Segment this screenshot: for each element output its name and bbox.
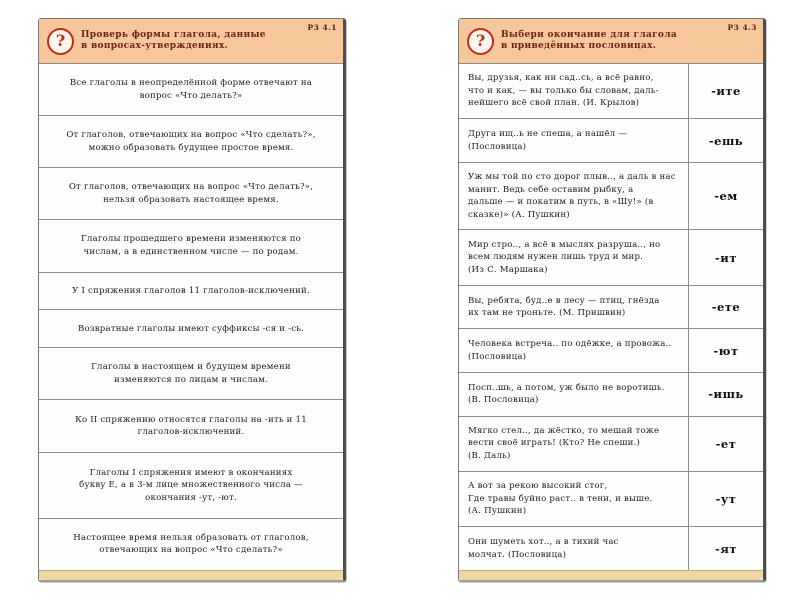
ending-answer: -ем <box>688 163 763 229</box>
statement-text <box>39 116 343 167</box>
card-title-line: в вопросах-утверждениях. <box>81 41 228 51</box>
table-row[interactable] <box>39 348 343 400</box>
statement-line: От глаголов, отвечающих на вопрос «Что сделать?», <box>66 130 316 141</box>
card-bottom-edge <box>39 570 343 580</box>
statement-line: (В. Пословица) <box>468 395 539 406</box>
statement-line: Уж мы той по сто дорог плыв.., а даль в нас <box>468 172 676 183</box>
ending-answer: -ут <box>688 472 763 526</box>
statement-text <box>39 168 343 219</box>
statement-line: всем людям нужен лишь труд и мир. <box>468 252 644 263</box>
statement-text <box>39 348 343 399</box>
card-title-line: Выбери окончание для глагола <box>501 30 678 40</box>
statement-line: Где травы буйно раст.. в тени, и выше. <box>468 493 653 504</box>
statement-line: что и как, — вы только бы словам, даль- <box>468 85 659 96</box>
table-row[interactable] <box>39 273 343 311</box>
table-row[interactable] <box>39 220 343 272</box>
card-left <box>38 18 346 582</box>
statement-text <box>459 163 688 229</box>
statement-line: Все глаголы в неопределённой форме отвечают на <box>69 78 313 89</box>
card-title-line: Проверь формы глагола, данные <box>81 30 266 40</box>
statement-text <box>459 329 688 372</box>
ending-answer: -ете <box>688 286 763 329</box>
card-title-line: в приведённых пословицах. <box>501 41 657 51</box>
statement-line: Вы, друзья, как ни сад..сь, а всё равно, <box>468 73 654 84</box>
statement-line: глаголов-исключений. <box>137 427 245 438</box>
card-rows <box>459 64 763 570</box>
ending-answer: -ишь <box>688 373 763 416</box>
statement-line: Друга ищ..ь не спеша, а нашёл — <box>468 129 628 140</box>
statement-text <box>459 230 688 284</box>
statement-line: (Из С. Маршака) <box>468 264 548 275</box>
statement-text <box>39 273 343 310</box>
statement-text <box>459 64 688 118</box>
statement-line: (Пословица) <box>468 141 527 152</box>
table-row[interactable] <box>459 230 763 285</box>
card-header <box>39 19 343 64</box>
statement-text <box>459 286 688 329</box>
table-row[interactable] <box>39 116 343 168</box>
table-row[interactable] <box>39 64 343 116</box>
ending-answer: -ят <box>688 527 763 570</box>
statement-line: можно образовать будущее простое время. <box>88 142 294 153</box>
statement-line: Ко II спряжению относятся глаголы на -ить и 11 <box>75 414 307 425</box>
statement-line: изменяются по лицам и числам. <box>114 374 268 385</box>
statement-text <box>459 527 688 570</box>
statement-text <box>39 64 343 115</box>
card-code: Р3 4.3 <box>727 23 757 32</box>
statement-line: (Пословица) <box>468 351 527 362</box>
card-title <box>501 30 707 52</box>
statement-line: Глаголы в настоящем и будущем времени <box>91 362 291 373</box>
statement-line: дальше — и покатим в путь, в «Шу!» (в <box>468 197 654 208</box>
statement-line: У I спряжения глаголов 11 глаголов-исключений. <box>72 285 310 296</box>
ending-answer: -ет <box>688 417 763 471</box>
table-row[interactable] <box>459 64 763 119</box>
ending-answer: -ит <box>688 230 763 284</box>
statement-line: Возвратные глаголы имеют суффиксы -ся и -сь. <box>77 323 305 334</box>
statement-line: Глаголы I спряжения имеют в окончаниях <box>89 467 293 478</box>
card-header <box>459 19 763 64</box>
table-row[interactable] <box>459 163 763 230</box>
statement-line: Посп..шь, а потом, уж было не воротишь. <box>468 382 665 393</box>
statement-text <box>39 400 343 451</box>
statement-line: (В. Даль) <box>468 450 511 461</box>
card-title <box>81 30 296 52</box>
statement-line: сказке)» (А. Пушкин) <box>468 209 570 220</box>
statement-line: вести своё играть! (Кто? Не спеши.) <box>468 438 641 449</box>
statement-line: Вы, ребята, буд..е в лесу — птиц, гнёзда <box>468 295 660 306</box>
table-row[interactable] <box>459 527 763 570</box>
statement-line: Глаголы прошедшего времени изменяются по <box>80 234 302 245</box>
statement-line: вопрос «Что делать?» <box>139 90 243 101</box>
card-code: Р3 4.1 <box>307 23 337 32</box>
table-row[interactable] <box>459 286 763 330</box>
statement-text <box>39 310 343 347</box>
statement-line: Человека встреча.. по одёжке, а провожа.. <box>468 339 672 350</box>
table-row[interactable] <box>39 400 343 452</box>
table-row[interactable] <box>459 119 763 163</box>
statement-line: А вот за рекою высокий стог, <box>468 481 608 492</box>
table-row[interactable] <box>459 417 763 472</box>
statement-line: Мир стро.., а всё в мыслях разруша.., но <box>468 239 661 250</box>
statement-text <box>39 220 343 271</box>
statement-line: числам, а в единственном числе — по родам. <box>83 246 299 257</box>
question-mark-logo-icon: ? <box>47 28 74 55</box>
statement-line: молчат. (Пословица) <box>468 549 567 560</box>
statement-line: окончания -ут, -ют. <box>145 492 237 503</box>
card-bottom-edge <box>459 570 763 580</box>
statement-line: нейшего всё свой план. (И. Крылов) <box>468 98 640 109</box>
question-mark-logo-icon: ? <box>467 28 494 55</box>
statement-line: Мягко стел.., да жёстко, то мешай тоже <box>468 425 660 436</box>
statement-text <box>459 472 688 526</box>
table-row[interactable] <box>459 472 763 527</box>
table-row[interactable] <box>39 453 343 519</box>
statement-line: их там не троньте. (М. Пришвин) <box>468 308 626 319</box>
statement-line: (А. Пушкин) <box>468 506 527 517</box>
statement-line: отвечающих на вопрос «Что сделать?» <box>99 545 283 556</box>
ending-answer: -ешь <box>688 119 763 162</box>
statement-line: Настоящее время нельзя образовать от глаголов, <box>73 532 309 543</box>
table-row[interactable] <box>459 329 763 373</box>
card-rows <box>39 64 343 570</box>
ending-answer: -ите <box>688 64 763 118</box>
statement-line: От глаголов, отвечающих на вопрос «Что делать?», <box>68 182 314 193</box>
card-right <box>458 18 766 582</box>
statement-text <box>459 417 688 471</box>
statement-line: букву Е, а в 3-м лице множественного числа — <box>79 480 303 490</box>
statement-line: нельзя образовать настоящее время. <box>103 194 279 205</box>
statement-text <box>39 453 343 518</box>
ending-answer: -ют <box>688 329 763 372</box>
statement-line: Они шуметь хот.., а в тихий час <box>468 537 619 548</box>
statement-text <box>39 519 343 570</box>
statement-text <box>459 373 688 416</box>
table-row[interactable] <box>459 373 763 417</box>
table-row[interactable] <box>39 519 343 570</box>
table-row[interactable] <box>39 168 343 220</box>
statement-text <box>459 119 688 162</box>
table-row[interactable] <box>39 310 343 348</box>
statement-line: манит. Ведь себе оставим рыбку, а <box>468 184 634 195</box>
